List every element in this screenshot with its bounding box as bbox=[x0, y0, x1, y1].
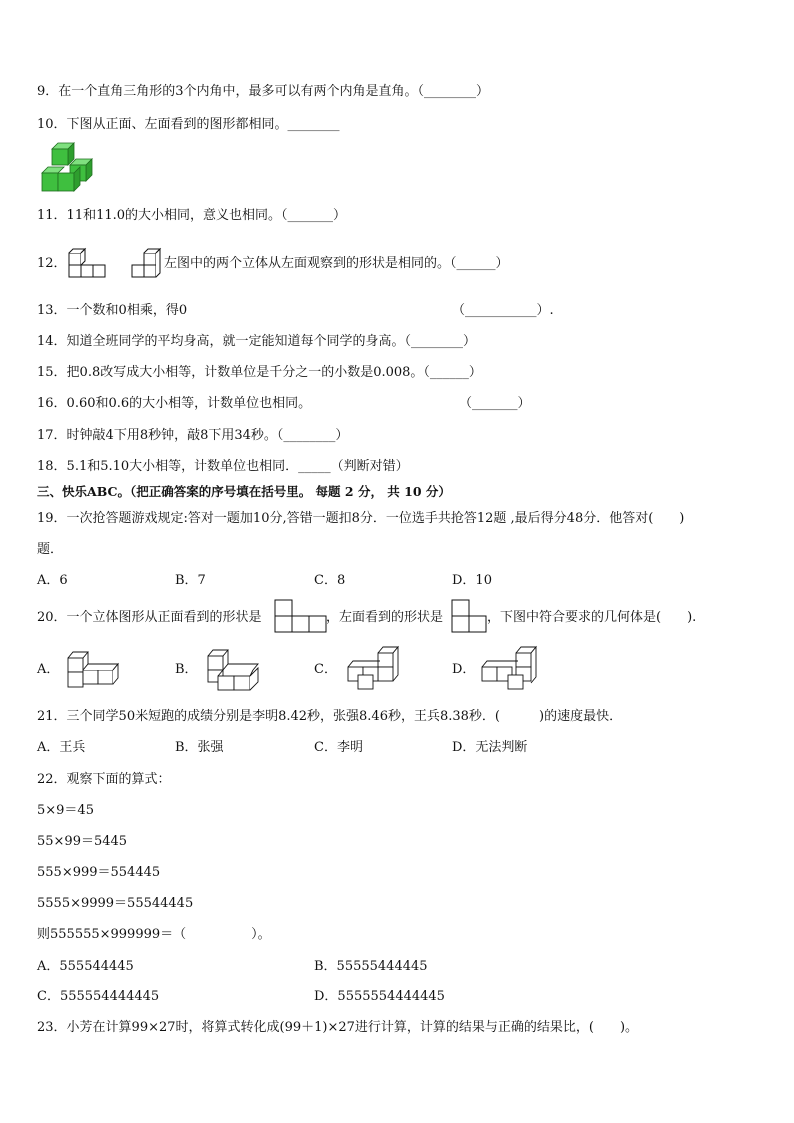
section-3-heading: 三、快乐ABC。（把正确答案的序号填在括号里。 每题 2 分， 共 10 分） bbox=[37, 484, 451, 499]
q21-option-b: B．张强 bbox=[175, 740, 224, 755]
q22-option-b: B．55555444445 bbox=[314, 959, 428, 974]
question-15: 15．把0.8改写成大小相等，计数单位是千分之一的小数是0.008。（______） bbox=[37, 365, 482, 380]
q19-option-b: B．7 bbox=[175, 573, 206, 588]
cube-figure-left bbox=[68, 244, 112, 280]
question-11: 11．11和11.0的大小相同，意义也相同。（_______） bbox=[37, 208, 347, 223]
q22-formula-2: 55×99＝5445 bbox=[37, 834, 128, 849]
question-12-text: 左图中的两个立体从左面观察到的形状是相同的。（______） bbox=[164, 256, 509, 271]
option-a-solid bbox=[66, 648, 132, 690]
question-20-part3: ，下图中符合要求的几何体是( ). bbox=[487, 610, 697, 625]
q20-option-c: C． bbox=[314, 662, 337, 677]
question-23: 23．小芳在计算99×27时，将算式转化成(99＋1)×27进行计算，计算的结果与正确的结果比，( )。 bbox=[37, 1020, 639, 1035]
question-18: 18．5.1和5.10大小相等，计数单位也相同．_____（判断对错） bbox=[37, 459, 409, 474]
question-13-text: 13．一个数和0相乘，得0 bbox=[37, 303, 188, 318]
question-9: 9．在一个直角三角形的3个内角中，最多可以有两个内角是直角。（________） bbox=[37, 84, 490, 99]
option-c-solid bbox=[340, 645, 404, 691]
q22-formula-1: 5×9＝45 bbox=[37, 803, 94, 818]
left-view-shape bbox=[451, 599, 489, 633]
q22-option-d: D．5555554444445 bbox=[314, 989, 445, 1004]
cube-figure-right bbox=[128, 244, 168, 280]
q22-formula-4: 5555×9999＝55544445 bbox=[37, 896, 194, 911]
question-20-part2: ，左面看到的形状是 bbox=[326, 610, 444, 625]
green-cubes-figure bbox=[40, 141, 106, 195]
front-view-shape bbox=[274, 599, 328, 633]
q21-option-a: A．王兵 bbox=[37, 740, 86, 755]
question-10: 10．下图从正面、左面看到的图形都相同。________ bbox=[37, 117, 340, 132]
question-12-number: 12． bbox=[37, 256, 67, 271]
option-d-solid bbox=[478, 645, 542, 691]
question-14: 14．知道全班同学的平均身高，就一定能知道每个同学的身高。（________） bbox=[37, 334, 477, 349]
question-19-cont: 题． bbox=[37, 542, 64, 557]
question-21: 21．三个同学50米短跑的成绩分别是李明8.42秒，张强8.46秒，王兵8.38秒．( )的速度最快． bbox=[37, 709, 623, 724]
question-13-blank: （___________）. bbox=[452, 303, 554, 318]
question-20-part1: 20．一个立体图形从正面看到的形状是 bbox=[37, 610, 262, 625]
question-19: 19．一次抢答题游戏规定:答对一题加10分,答错一题扣8分．一位选手共抢答12题 ,最后得分48分．他答对( ) bbox=[37, 511, 685, 526]
q20-option-d: D． bbox=[452, 662, 476, 677]
q22-option-c: C．555554444445 bbox=[37, 989, 160, 1004]
question-16-text: 16．0.60和0.6的大小相等，计数单位也相同。 bbox=[37, 396, 312, 411]
q19-option-c: C．8 bbox=[314, 573, 346, 588]
question-22-intro: 22．观察下面的算式： bbox=[37, 772, 171, 787]
q21-option-c: C．李明 bbox=[314, 740, 363, 755]
q22-formula-3: 555×999＝554445 bbox=[37, 865, 161, 880]
q22-option-a: A．555544445 bbox=[37, 959, 134, 974]
question-16-blank: （_______） bbox=[459, 396, 531, 411]
q20-option-b: B． bbox=[175, 662, 198, 677]
question-17: 17．时钟敲4下用8秒钟，敲8下用34秒。（________） bbox=[37, 428, 349, 443]
q20-option-a: A． bbox=[37, 662, 60, 677]
q22-question: 则555555×999999＝（ ）。 bbox=[37, 927, 271, 942]
q19-option-d: D．10 bbox=[452, 573, 492, 588]
q21-option-d: D．无法判断 bbox=[452, 740, 528, 755]
option-b-solid bbox=[204, 646, 266, 692]
q19-option-a: A．6 bbox=[37, 573, 68, 588]
